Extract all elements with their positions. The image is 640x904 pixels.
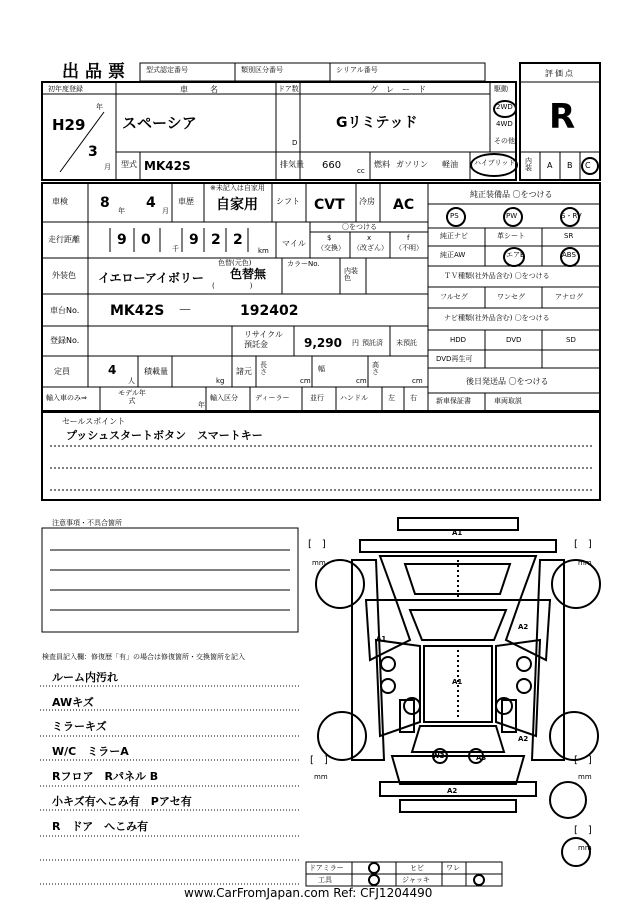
handle-right: 右 [410, 394, 417, 402]
load-label: 積載量 [144, 367, 168, 376]
repaint-label: 色替(元色) [218, 259, 252, 267]
capacity-label: 定員 [54, 367, 70, 376]
repaint-value: 色替無 [230, 267, 267, 281]
interior-c: C [585, 161, 591, 170]
length-cm-unit: cm [300, 377, 311, 385]
repaint-original: ( ) [212, 282, 253, 290]
registration-number-label: 登録No. [50, 336, 80, 345]
model-cert-label: 型式認定番号 [146, 66, 188, 74]
displacement-value: 660 [322, 160, 342, 171]
tire-bracket-rr: [ ] [574, 755, 592, 766]
model-year-unit: 年 [198, 401, 205, 409]
mileage-digit-4: 2 [211, 232, 221, 248]
mileage-digit-2: 0 [141, 232, 151, 248]
chassis-dash: － [178, 303, 192, 319]
tamper-label: （改ざん） [353, 244, 388, 252]
tv-fullseg: フルセグ [440, 293, 468, 301]
month-label: 月 [104, 163, 111, 171]
equipment-leather: 革シート [497, 232, 525, 240]
recycle-label: リサイクル預託金 [244, 330, 283, 349]
new-car-warranty: 新車保証書 [436, 397, 471, 405]
mile-label: マイル [282, 239, 306, 248]
tire-mm-spare: mm [578, 844, 592, 852]
mileage-digit-5: 2 [233, 232, 243, 248]
jack-label: ジャッキ [402, 876, 430, 884]
form-title: 出品票 [62, 62, 131, 82]
note-item-6: 小キズ有へこみ有 Pアセ有 [52, 795, 192, 808]
color-number-label: カラーNo. [287, 260, 320, 268]
damage-mark-front-bumper: A1 [452, 529, 463, 537]
exterior-color-label: 外装色 [52, 271, 76, 280]
damage-mark-rear-glass: W3 [432, 752, 445, 760]
height-cm-unit: cm [412, 377, 423, 385]
damage-mark-rear-bumper: A2 [447, 787, 458, 795]
model-year-label: モデル年式 [118, 389, 146, 405]
shaken-month: 4 [146, 195, 156, 211]
serial-number-label: シリアル番号 [336, 66, 378, 74]
chassis-prefix: MK42S [110, 303, 165, 319]
height-label: 高さ [372, 361, 379, 376]
note-item-7: R ドア へこみ有 [52, 820, 149, 833]
width-label: 幅 [318, 365, 325, 373]
odometer-circle-note: 〇をつける [342, 223, 377, 231]
sales-point-text: プッシュスタートボタン スマートキー [66, 429, 263, 442]
grade-value: Gリミテッド [336, 115, 418, 131]
first-registration-label: 初年度登録 [48, 85, 83, 93]
note-item-4: W/C ミラーA [52, 745, 129, 758]
tire-bracket-rl: [ ] [310, 755, 328, 766]
shaken-year-unit: 年 [118, 207, 125, 215]
recycle-paid: 預託済 [362, 339, 383, 347]
width-cm-unit: cm [356, 377, 367, 385]
capacity-unit: 人 [128, 377, 135, 385]
exchange-label: （交換） [317, 244, 345, 252]
mileage-label: 走行距離 [48, 235, 80, 244]
damage-mark-rear-panel: A3 [476, 754, 487, 762]
ac-value: AC [393, 197, 415, 213]
exchange-mark: $ [327, 234, 332, 242]
history-note: ※未記入は自家用 [210, 184, 265, 192]
tire-mm-rl: mm [314, 773, 328, 781]
chassis-number: 192402 [240, 303, 299, 319]
nav-hdd: HDD [450, 336, 467, 344]
fuel-hybrid: ハイブリッド [474, 159, 516, 167]
interior-a: A [547, 161, 553, 170]
shift-label: シフト [276, 197, 300, 206]
damage-mark-right-fender: A2 [518, 623, 529, 631]
history-value: 自家用 [216, 197, 258, 213]
damage-mark-roof: A1 [452, 678, 463, 686]
interior-label: 内装 [525, 157, 532, 172]
thousand-unit: 千 [172, 245, 179, 253]
note-item-2: AWキズ [52, 696, 94, 709]
damage-mark-right-rear: A2 [518, 735, 529, 743]
tool-label: 工具 [318, 876, 332, 884]
door-count-value: D [292, 139, 298, 147]
drive-other: その他 [494, 137, 515, 145]
history-label: 車歴 [178, 197, 194, 206]
dimensions-label: 諸元 [236, 367, 252, 376]
damage-mark-left-fender: A1 [376, 635, 387, 643]
interior-b: B [567, 161, 573, 170]
equipment-title: 純正装備品 〇をつける [470, 190, 553, 199]
car-name: スペーシア [122, 114, 197, 132]
km-unit: km [258, 247, 269, 255]
vehicle-manual: 車両取説 [494, 397, 522, 405]
footer-watermark: www.CarFromJapan.com Ref: CFJ1204490 [184, 886, 433, 900]
dvd-player: DVD再生可 [436, 355, 473, 363]
equipment-nav: 純正ナビ [440, 232, 468, 240]
inspector-label: 検査員記入欄：修復歴「有」の場合は修復箇所・交換箇所を記入 [42, 653, 245, 661]
model-value: MK42S [144, 159, 191, 173]
drive-2wd: 2WD [496, 103, 513, 111]
fuel-gasoline: ガソリン [396, 160, 428, 169]
nav-dvd: DVD [506, 336, 522, 344]
fuel-label: 燃料 [374, 160, 390, 169]
tire-bracket-fr: [ ] [574, 539, 592, 550]
tv-analog: アナログ [555, 293, 583, 301]
equipment-srv: S・RV [561, 212, 582, 220]
caution-label: 注意事項・不具合箇所 [52, 519, 122, 527]
load-kg-unit: kg [216, 377, 225, 385]
note-item-5: Rフロア Rパネル B [52, 770, 159, 783]
interior-color-label: 内装色 [344, 267, 358, 282]
chassis-label: 車台No. [50, 306, 80, 315]
score-value: R [549, 97, 576, 137]
shaken-month-unit: 月 [162, 207, 169, 215]
sales-point-label: セールスポイント [62, 417, 126, 426]
fuel-diesel: 軽油 [442, 160, 458, 169]
shift-value: CVT [314, 197, 345, 213]
equipment-ps: PS [450, 212, 459, 220]
recycle-unit: 円 [352, 339, 359, 347]
equipment-airbag: エアB [506, 251, 525, 259]
nav-title: ナビ種類(社外品含む) 〇をつける [444, 314, 550, 322]
cc-unit: cc [357, 167, 365, 175]
later-shipment-title: 後日発送品 〇をつける [466, 377, 549, 386]
equipment-sr: SR [564, 232, 574, 240]
crack-label: ヒビ [410, 864, 424, 872]
import-dealer: ディーラー [255, 394, 290, 402]
break-label: ワレ [446, 864, 460, 872]
tire-bracket-fl: [ ] [308, 539, 326, 550]
nav-sd: SD [566, 336, 576, 344]
unknown-label: （不明） [395, 244, 423, 252]
registration-month: 3 [88, 144, 98, 160]
score-label: 評価点 [545, 69, 575, 78]
tire-mm-rr: mm [578, 773, 592, 781]
drive-label: 駆動 [494, 85, 508, 93]
ac-label: 冷房 [359, 197, 375, 206]
equipment-abs: ABS [562, 251, 576, 259]
capacity-value: 4 [108, 363, 117, 377]
import-only-label: 輸入車のみ⇒ [46, 394, 87, 402]
equipment-pw: PW [506, 212, 518, 220]
displacement-label: 排気量 [280, 160, 304, 169]
model-label: 型式 [121, 160, 137, 169]
mileage-digit-1: 9 [117, 232, 127, 248]
shaken-year: 8 [100, 195, 110, 211]
unknown-mark: f [407, 234, 410, 242]
handle-left: 左 [388, 394, 395, 402]
shaken-label: 車検 [52, 197, 68, 206]
recycle-amount: 9,290 [304, 336, 342, 350]
door-count-label: ドア数 [278, 85, 299, 93]
drive-4wd: 4WD [496, 120, 513, 128]
note-item-3: ミラーキズ [52, 720, 107, 733]
import-parallel: 並行 [310, 394, 324, 402]
registration-year: H29 [52, 116, 86, 134]
mileage-digit-3: 9 [189, 232, 199, 248]
class-number-label: 類別区分番号 [241, 66, 283, 74]
tv-title: ＴＶ種類(社外品含む) 〇をつける [444, 272, 550, 280]
tire-bracket-spare: [ ] [574, 825, 592, 836]
tv-oneseg: ワンセグ [497, 293, 525, 301]
year-label: 年 [96, 103, 103, 111]
import-class-label: 輸入区分 [210, 394, 238, 402]
note-item-1: ルーム内汚れ [52, 671, 118, 684]
grade-label: グレード [370, 85, 434, 94]
tire-mm-fl: mm [312, 559, 326, 567]
equipment-aw: 純正AW [440, 251, 466, 259]
door-mirror-label: ドアミラー [309, 864, 344, 872]
car-name-label: 車名 [180, 85, 240, 94]
tire-mm-fr: mm [578, 559, 592, 567]
tamper-mark: x [367, 234, 372, 242]
recycle-unpaid: 未預託 [396, 339, 417, 347]
length-label: 長さ [260, 361, 267, 376]
exterior-color: イエローアイボリー [98, 271, 204, 285]
handle-label: ハンドル [340, 394, 368, 402]
